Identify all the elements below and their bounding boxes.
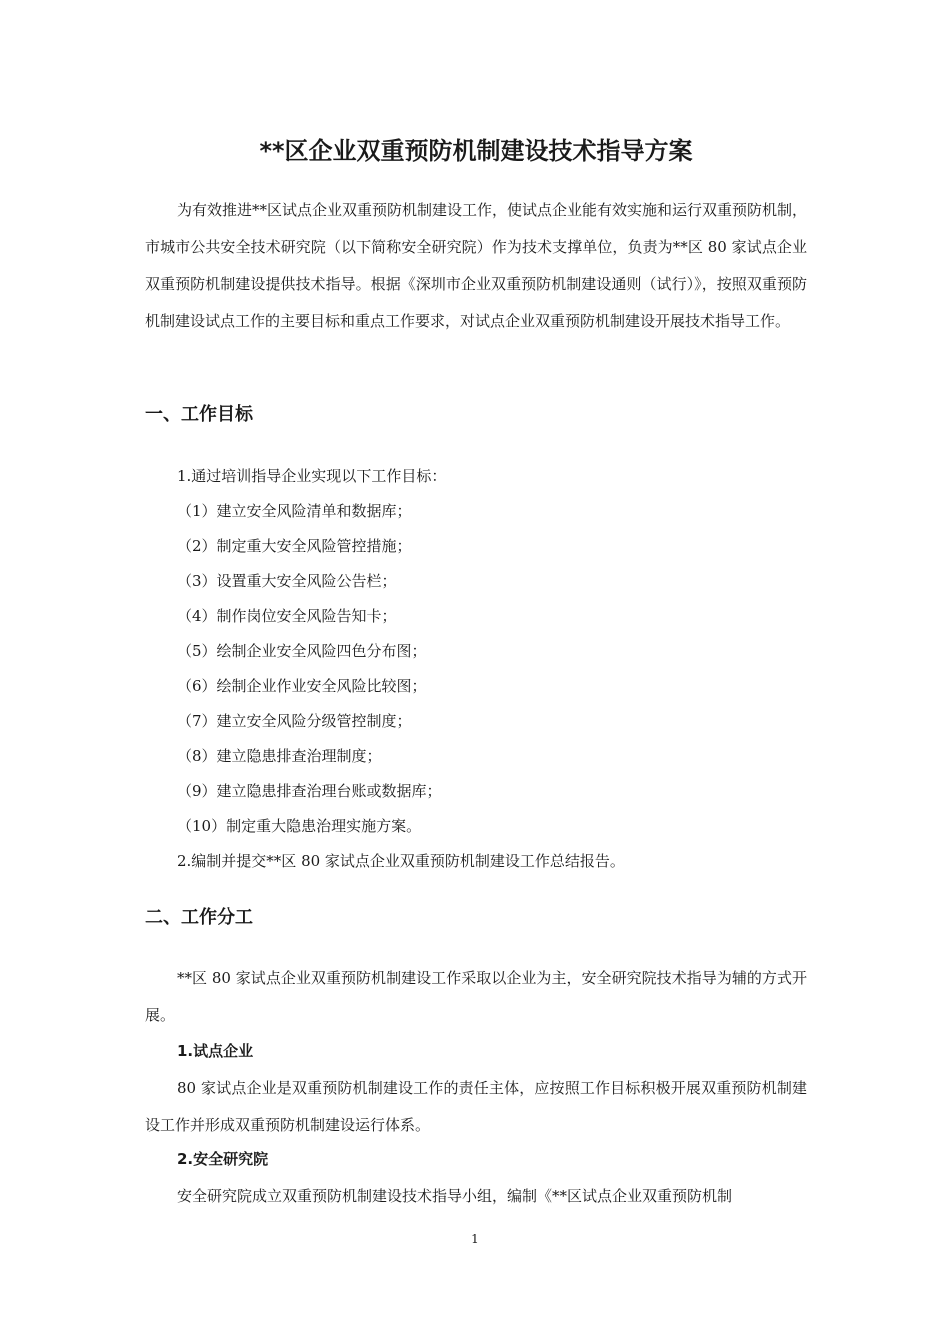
document-title: **区企业双重预防机制建设技术指导方案 [259, 137, 693, 165]
goal-item: （5）绘制企业安全风险四色分布图； [177, 642, 427, 660]
goal-item: （7）建立安全风险分级管控制度； [177, 712, 412, 730]
goal-item: （6）绘制企业作业安全风险比较图； [177, 677, 427, 695]
sub1-heading: 1.试点企业 [177, 1042, 254, 1060]
goal-item: （4）制作岗位安全风险告知卡； [177, 607, 397, 625]
goal-item: （3）设置重大安全风险公告栏； [177, 572, 397, 590]
page-number: 1 [471, 1232, 479, 1246]
sub1-paragraph: 80 家试点企业是双重预防机制建设工作的责任主体，应按照工作目标积极开展双重预防机制建设工作并形成双重预防机制建设运行体系。 [145, 1079, 807, 1134]
section2-heading: 二、工作分工 [145, 907, 253, 928]
goal-item: （8）建立隐患排查治理制度； [177, 747, 382, 765]
goal-item: （1）建立安全风险清单和数据库； [177, 502, 412, 520]
goal-item: （10）制定重大隐患治理实施方案。 [177, 817, 422, 835]
section1-lead: 1.通过培训指导企业实现以下工作目标： [177, 467, 447, 485]
sub2-paragraph: 安全研究院成立双重预防机制建设技术指导小组，编制《**区试点企业双重预防机制 [177, 1187, 733, 1205]
sub2-heading: 2.安全研究院 [177, 1150, 269, 1168]
section1-item2: 2.编制并提交**区 80 家试点企业双重预防机制建设工作总结报告。 [177, 852, 625, 870]
section2-intro: **区 80 家试点企业双重预防机制建设工作采取以企业为主，安全研究院技术指导为辅的方式开展。 [145, 969, 807, 1024]
intro-paragraph: 为有效推进**区试点企业双重预防机制建设工作，使试点企业能有效实施和运行双重预防机制，市城市公共安全技术研究院（以下简称安全研究院）作为技术支撑单位，负责为**区 80 家试点企业双重预防机制建设提供技术指导。根据《深圳市企业双重预防机制建设通则（试行）》，按照双重预防机制建设试点工作的主要目标和重点工作要求，对试点企业双重预防机制建设开展技术指导工作。 [145, 201, 808, 330]
section1-heading: 一、工作目标 [145, 404, 253, 425]
goal-item: （2）制定重大安全风险管控措施； [177, 537, 412, 555]
goal-item: （9）建立隐患排查治理台账或数据库； [177, 782, 442, 800]
document-page [145, 0, 807, 1344]
